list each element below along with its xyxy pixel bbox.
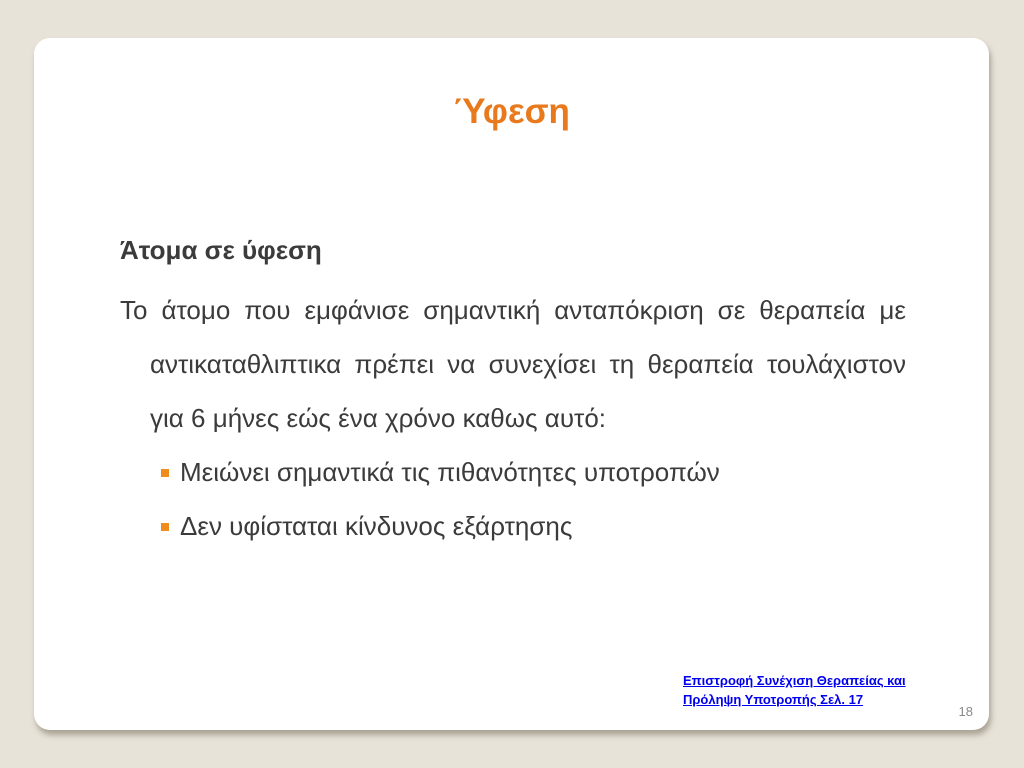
bullet-text: Δεν υφίσταται κίνδυνος εξάρτησης <box>180 511 573 541</box>
body-paragraph: Το άτομο που εμφάνισε σημαντική ανταπόκριση σε θεραπεία με αντικαταθλιπτικα πρέπει να συνεχίσει τη θεραπεία τουλάχιστον για 6 μήνες εώς ένα χρόνο καθως αυτό: <box>120 295 906 433</box>
slide-subheading: Άτομα σε ύφεση <box>120 235 322 265</box>
slide-content <box>120 233 906 553</box>
reference-link-line-1[interactable]: Επιστροφή Συνέχιση Θεραπείας και <box>683 673 906 688</box>
reference-link[interactable] <box>683 671 906 709</box>
bullet-text: Μειώνει σημαντικά τις πιθανότητες υποτροπών <box>180 457 720 487</box>
orange-square-bullet-icon <box>161 469 169 477</box>
bullet-item <box>161 445 906 499</box>
bullet-item <box>161 499 906 553</box>
reference-link-line-2[interactable]: Πρόληψη Υποτροπής Σελ. 17 <box>683 692 864 707</box>
bullet-list <box>120 445 906 553</box>
orange-square-bullet-icon <box>161 523 169 531</box>
page-number: 18 <box>958 704 973 719</box>
slide-card <box>34 38 989 730</box>
slide-title: Ύφεση <box>453 92 570 131</box>
